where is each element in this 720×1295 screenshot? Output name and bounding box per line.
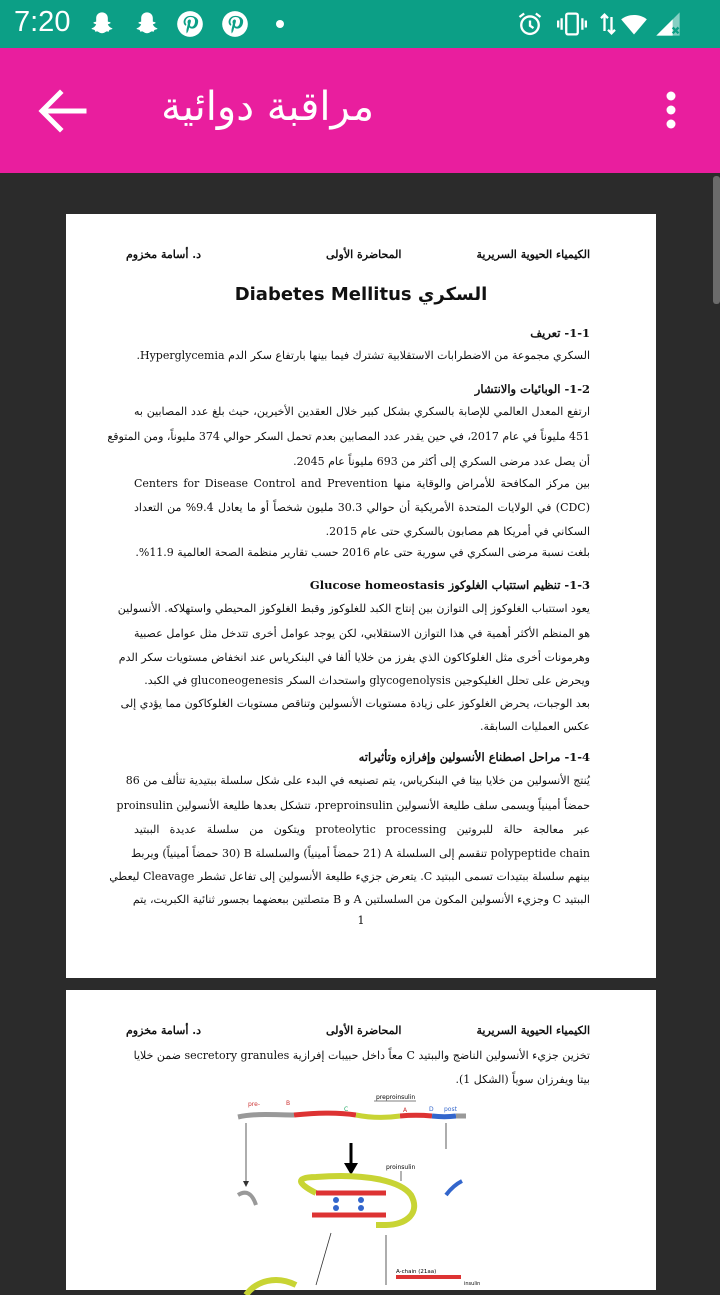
paragraph-line: أن يصل عدد مرضى السكري إلى أكثر من 693 مليوناً عام 2045. (293, 455, 590, 468)
pinterest-icon (174, 8, 206, 40)
section-heading: 1-4- مراحل اصطناع الأنسولين وإفرازه وتأثيراته (358, 750, 590, 764)
dot-icon (264, 8, 296, 40)
app-title: مراقبة دوائية (161, 84, 374, 130)
paragraph-line: هو المنظم الأكثر أهمية في هذا التوازن الاستقلابي، لكن يوجد عوامل أخرى تتدخل مثل عوامل عصبية (134, 627, 590, 640)
diagram-label: post (444, 1106, 457, 1113)
header-author: د. أسامة مخزوم (126, 1024, 201, 1037)
paragraph-line: بلغت نسبة مرضى السكري في سورية حتى عام 2016 حسب تقارير منظمة الصحة العالمية 11.9%. (135, 546, 590, 559)
app-bar (0, 48, 720, 173)
diagram-label: proinsulin (386, 1164, 416, 1171)
paragraph-line: polypeptide chain تنقسم إلى السلسلة A (21 حمضاً أمينياً) والسلسلة B (30 حمضاً أمينياً) ويربط (130, 847, 590, 860)
page-number: 1 (357, 914, 365, 927)
header-lecture: المحاضرة الأولى (326, 1024, 402, 1037)
paragraph-line: حمضاً أمينياً ويسمى سلف طليعة الأنسولين preproinsulin، تتشكل بعدها طليعة الأنسولين proinsulin (116, 799, 590, 812)
signal-icon (652, 8, 684, 40)
diagram-label: preproinsulin (376, 1094, 416, 1101)
header-course: الكيمياء الحيوية السريرية (476, 1024, 590, 1037)
paragraph-line: (CDC) في الولايات المتحدة الأمريكية أن حوالي 30.3 مليون شخصاً أو ما يعادل 9.4% من التعداد (134, 501, 591, 514)
paragraph-line: الببتيد C وجزيء الأنسولين المكون من السلسلتين A و B متصلتين ببعضهما بجسور ثنائية الكبريت، يتم (132, 893, 590, 906)
back-arrow-icon (36, 88, 88, 134)
diagram-label: D (429, 1106, 434, 1113)
section-heading: 1-2- الوبائيات والانتشار (474, 382, 590, 396)
section-heading: 1-1- تعريف (530, 326, 590, 340)
document-title (66, 284, 656, 305)
paragraph-line: 451 مليوناً في عام 2017، في حين يقدر عدد المصابين بعدم تحمل السكر حوالي 374 مليوناً، ومن المتوقع (107, 430, 590, 443)
vibrate-icon (556, 8, 588, 40)
diagram-label: insulin (464, 1281, 481, 1287)
title-ar: السكري (417, 284, 488, 305)
page-header (126, 248, 590, 264)
paragraph-line: السكاني في أمريكا هم مصابون بالسكري حتى عام 2015. (325, 525, 590, 538)
diagram-label: B (286, 1100, 291, 1107)
diagram-label: C (344, 1106, 349, 1113)
title-en: Diabetes Mellitus (234, 284, 412, 305)
paragraph-line: بين مركز المكافحة للأمراض والوقاية منها Centers for Disease Control and Prevention (134, 477, 590, 490)
paragraph-line: يعود استتباب الغلوكوز إلى التوازن بين إنتاج الكبد للغلوكوز وقبط الغلوكوز المحيطي واستهلاكه. الأنسولين (117, 602, 590, 615)
page-header (126, 1024, 590, 1040)
paragraph-line: السكري مجموعة من الاضطرابات الاستقلابية تشترك فيما بينها بارتفاع سكر الدم Hyperglycemia. (136, 349, 590, 362)
section-heading: 1-3- تنظيم استتباب الغلوكوز Glucose homeostasis (309, 578, 590, 592)
more-vert-icon (656, 88, 686, 132)
paragraph-line: ويحرض على تحلل الغليكوجين glycogenolysis واستحداث السكر gluconeogenesis في الكبد. (144, 674, 590, 687)
document-page (66, 214, 656, 978)
insulin-synthesis-diagram (236, 1085, 496, 1295)
snapchat-icon (131, 8, 163, 40)
paragraph-line: وهرمونات أخرى مثل الغلوكاكون الذي يفرز من خلايا ألفا في البنكرياس عند انخفاض مستويات سكر الدم (118, 651, 590, 664)
diagram-label: A-chain (21aa) (396, 1269, 437, 1275)
status-bar (0, 0, 720, 48)
diagram-label: pre- (248, 1101, 260, 1108)
alarm-icon (514, 8, 546, 40)
back-button[interactable] (36, 88, 88, 134)
paragraph-line: عكس العمليات السابقة. (480, 720, 590, 733)
status-time: 7:20 (14, 6, 71, 38)
diagram-label: A (403, 1107, 408, 1114)
paragraph-line: ارتفع المعدل العالمي للإصابة بالسكري بشكل كبير خلال العقدين الأخيرين، حيث بلغ عدد المصابين به (134, 405, 590, 418)
document-page (66, 990, 656, 1290)
header-course: الكيمياء الحيوية السريرية (476, 248, 590, 261)
paragraph-line: تخزين جزيء الأنسولين الناضج والببتيد C معاً داخل حبيبات إفرازية secretory granules ضمن خلايا (133, 1049, 590, 1062)
paragraph-line: بينهم سلسلة ببتيدات تسمى الببتيد C. يتعرض جزيء طليعة الأنسولين إلى تفاعل تشطر Cleavage ليعطي (109, 870, 590, 883)
paragraph-line: عبر معالجة حالة للبروتين proteolytic processing ويتكون من سلسلة عديدة الببتيد (134, 823, 590, 836)
paragraph-line: بيتا ويفرزان سوياً (الشكل 1). (455, 1073, 590, 1086)
snapchat-icon (86, 8, 118, 40)
header-lecture: المحاضرة الأولى (326, 248, 402, 261)
overflow-menu-button[interactable] (656, 88, 686, 132)
paragraph-line: بعد الوجبات، يحرض الغلوكوز على زيادة مستويات الأنسولين وتناقص مستويات الغلوكاكون مما يؤدي إلى (120, 697, 590, 710)
scrollbar[interactable] (713, 176, 720, 304)
pinterest-icon (219, 8, 251, 40)
wifi-icon (618, 8, 650, 40)
header-author: د. أسامة مخزوم (126, 248, 201, 261)
paragraph-line: يُنتج الأنسولين من خلايا بيتا في البنكرياس، يتم تصنيعه في البدء على شكل سلسلة ببتيدية تتألف من 86 (125, 774, 590, 787)
